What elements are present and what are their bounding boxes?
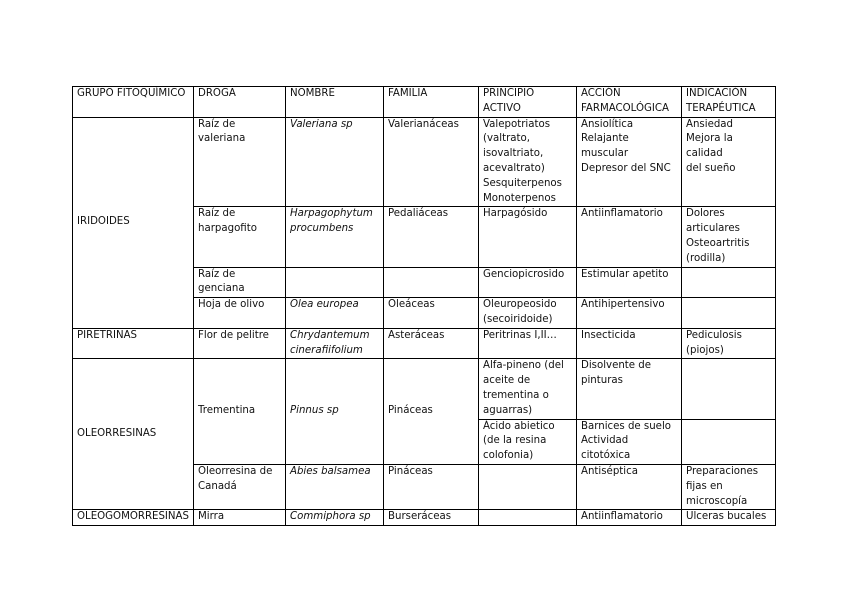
- cell-familia: Burseráceas: [384, 510, 479, 526]
- header-droga: DROGA: [194, 87, 286, 118]
- cell-principio: Valepotriatos (valtrato, isovaltriato, acevaltrato) Sesquiterpenos Monoterpenos: [479, 117, 577, 207]
- group-piretrinas: PIRETRINAS: [73, 328, 194, 359]
- cell-droga: Raíz de harpagofito: [194, 207, 286, 267]
- group-oleorresinas: OLEORRESINAS: [73, 359, 194, 510]
- cell-nombre: Harpagophytum procumbens: [286, 207, 384, 267]
- cell-familia: Asteráceas: [384, 328, 479, 359]
- cell-nombre: Olea europea: [286, 298, 384, 329]
- cell-indicacion: [682, 267, 776, 298]
- group-oleogomorresinas: OLEOGOMORRESINAS: [73, 510, 194, 526]
- cell-indicacion: Ulceras bucales: [682, 510, 776, 526]
- header-nombre: NOMBRE: [286, 87, 384, 118]
- header-row: [73, 87, 776, 118]
- table-row: [73, 328, 776, 359]
- cell-accion: Insecticida: [577, 328, 682, 359]
- cell-principio: Oleuropeosido (secoiridoide): [479, 298, 577, 329]
- cell-familia: Pináceas: [384, 464, 479, 509]
- table-row: [73, 510, 776, 526]
- cell-familia: Pedaliáceas: [384, 207, 479, 267]
- cell-familia: Pináceas: [384, 359, 479, 465]
- cell-nombre: Pinnus sp: [286, 359, 384, 465]
- cell-principio: [479, 510, 577, 526]
- header-grupo: GRUPO FITOQUÍMICO: [73, 87, 194, 118]
- header-accion: ACCIÓN FARMACOLÓGICA: [577, 87, 682, 118]
- cell-familia: Oleáceas: [384, 298, 479, 329]
- cell-accion: Antiséptica: [577, 464, 682, 509]
- header-indicacion: INDICACIÓN TERAPÉUTICA: [682, 87, 776, 118]
- table-row: [73, 117, 776, 207]
- cell-principio: Alfa-pineno (del aceite de trementina o aguarras): [479, 359, 577, 419]
- cell-nombre: Commiphora sp: [286, 510, 384, 526]
- cell-droga: Flor de pelitre: [194, 328, 286, 359]
- cell-indicacion: [682, 419, 776, 464]
- cell-indicacion: Pediculosis (piojos): [682, 328, 776, 359]
- cell-indicacion: [682, 298, 776, 329]
- cell-droga: Raíz de valeriana: [194, 117, 286, 207]
- header-familia: FAMILIA: [384, 87, 479, 118]
- cell-indicacion: Preparaciones fijas en microscopía: [682, 464, 776, 509]
- cell-indicacion: [682, 359, 776, 419]
- phytochemical-table: [72, 86, 776, 526]
- cell-accion: Disolvente de pinturas: [577, 359, 682, 419]
- cell-principio: Peritrinas I,II…: [479, 328, 577, 359]
- cell-droga: Oleorresina de Canadá: [194, 464, 286, 509]
- cell-principio: Ácido abietico (de la resina colofonia): [479, 419, 577, 464]
- cell-familia: Valerianáceas: [384, 117, 479, 207]
- group-iridoides: IRIDOIDES: [73, 117, 194, 328]
- cell-principio: Harpagósido: [479, 207, 577, 267]
- cell-droga: Trementina: [194, 359, 286, 465]
- cell-principio: [479, 464, 577, 509]
- header-principio: PRINCIPIO ACTIVO: [479, 87, 577, 118]
- cell-droga: Raíz de genciana: [194, 267, 286, 298]
- cell-droga: Hoja de olivo: [194, 298, 286, 329]
- cell-indicacion: Ansiedad Mejora la calidad del sueño: [682, 117, 776, 207]
- cell-principio: Genciopicrosido: [479, 267, 577, 298]
- cell-familia: [384, 267, 479, 298]
- cell-indicacion: Dolores articulares Osteoartritis (rodilla): [682, 207, 776, 267]
- cell-accion: Antihipertensivo: [577, 298, 682, 329]
- cell-nombre: Abies balsamea: [286, 464, 384, 509]
- cell-nombre: [286, 267, 384, 298]
- cell-accion: Antiinflamatorio: [577, 510, 682, 526]
- cell-nombre: Chrydantemum cinerafiifolium: [286, 328, 384, 359]
- cell-accion: Antiinflamatorio: [577, 207, 682, 267]
- table-row: [73, 359, 776, 419]
- cell-accion: Estimular apetito: [577, 267, 682, 298]
- cell-accion: Barnices de suelo Actividad citotóxica: [577, 419, 682, 464]
- cell-droga: Mirra: [194, 510, 286, 526]
- cell-nombre: Valeriana sp: [286, 117, 384, 207]
- cell-accion: Ansiolítica Relajante muscular Depresor del SNC: [577, 117, 682, 207]
